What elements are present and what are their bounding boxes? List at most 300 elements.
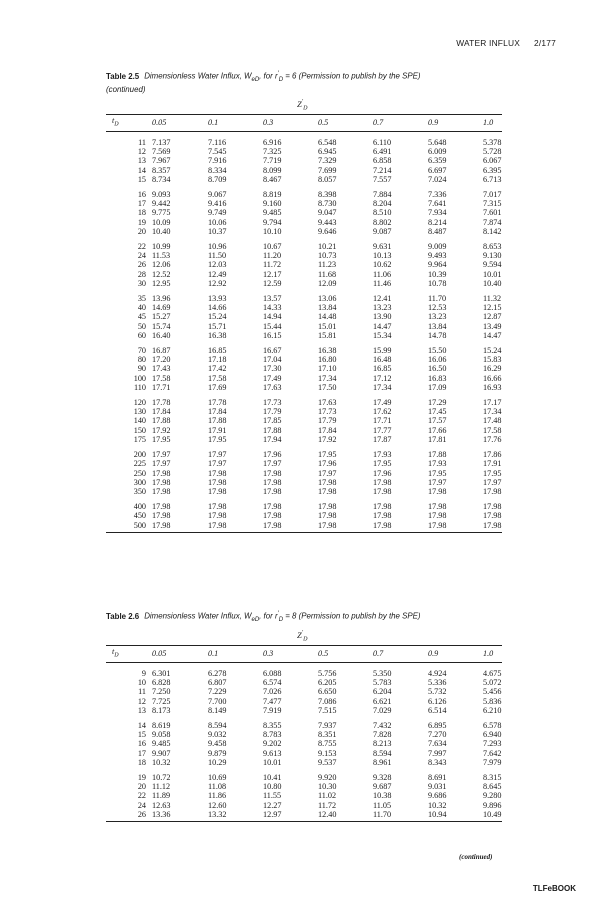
table-cell: 9.613 <box>263 748 282 758</box>
table-cell: 17.49 <box>263 373 282 383</box>
table-cell: 8.594 <box>373 748 392 758</box>
row-label: 16 <box>137 190 146 200</box>
table-cell: 17.98 <box>152 477 171 487</box>
table-row <box>106 312 502 321</box>
table-row <box>106 288 502 303</box>
header-row <box>106 646 502 663</box>
table-cell: 7.329 <box>318 156 337 166</box>
table-cell: 17.98 <box>263 521 318 533</box>
table-cell: 17.97 <box>152 459 171 469</box>
table-cell: 7.477 <box>263 696 282 706</box>
table-cell: 15.83 <box>483 355 502 365</box>
table-cell: 15.34 <box>373 330 392 340</box>
table-cell: 10.01 <box>263 757 282 767</box>
page-number: 2/177 <box>534 38 556 48</box>
t-symbol: t <box>112 647 115 657</box>
table-cell: 13.32 <box>208 810 263 822</box>
table-cell: 8.057 <box>318 174 337 184</box>
row-label: 140 <box>133 416 146 426</box>
table-cell: 17.98 <box>263 511 282 521</box>
table-cell: 8.214 <box>428 217 447 227</box>
table-cell: 17.79 <box>318 416 337 426</box>
table-row <box>106 184 502 199</box>
table-cell: 7.229 <box>208 687 227 697</box>
table-cell: 7.026 <box>263 687 282 697</box>
table-cell: 13.93 <box>208 294 227 304</box>
table-cell: 6.359 <box>428 156 447 166</box>
data-table <box>106 645 502 822</box>
table-caption <box>106 609 510 625</box>
table-cell: 12.49 <box>208 269 227 279</box>
table-cell: 5.336 <box>428 678 447 688</box>
table-cell: 6.858 <box>373 156 392 166</box>
table-cell: 7.116 <box>208 138 227 147</box>
table-row <box>106 730 502 739</box>
table-cell: 6.126 <box>428 696 447 706</box>
table-cell: 17.94 <box>263 434 282 444</box>
table-cell: 17.98 <box>152 521 208 533</box>
table-cell: 7.725 <box>152 696 171 706</box>
table-cell: 17.98 <box>373 521 428 533</box>
table-cell: 9.442 <box>152 199 171 209</box>
table-cell: 12.27 <box>263 800 282 810</box>
row-label: 40 <box>137 303 146 313</box>
table-cell: 8.510 <box>373 208 392 218</box>
table-cell: 17.98 <box>208 468 227 478</box>
table-cell: 13.49 <box>483 321 502 331</box>
table-cell: 11.46 <box>373 278 392 288</box>
row-label: 18 <box>137 757 146 767</box>
table-cell: 17.78 <box>208 398 227 408</box>
column-header <box>106 115 152 132</box>
table-cell: 7.719 <box>263 156 282 166</box>
row-label: 100 <box>133 373 146 383</box>
table-cell: 8.315 <box>483 773 502 783</box>
table-cell: 10.39 <box>428 269 447 279</box>
table-cell: 17.84 <box>318 425 337 435</box>
table-cell: 8.783 <box>263 730 282 740</box>
table-cell: 17.84 <box>208 407 227 417</box>
table-cell: 17.98 <box>208 486 227 496</box>
table-cell: 17.98 <box>318 511 337 521</box>
table-row <box>106 444 502 459</box>
table-cell: 9.485 <box>152 739 171 749</box>
table-cell: 8.142 <box>483 226 502 236</box>
table-cell: 6.205 <box>318 678 337 688</box>
table-cell: 11.23 <box>318 260 337 270</box>
table-cell: 5.732 <box>428 687 447 697</box>
table-cell: 10.32 <box>152 757 171 767</box>
table-cell: 17.62 <box>373 407 392 417</box>
table-cell: 10.67 <box>263 242 282 252</box>
table-cell: 15.71 <box>208 321 227 331</box>
table-row <box>106 749 502 758</box>
row-label: 24 <box>137 800 146 810</box>
table-cell: 8.149 <box>208 705 227 715</box>
table-cell: 7.250 <box>152 687 171 697</box>
table-row <box>106 435 502 444</box>
table-cell: 7.432 <box>373 721 392 731</box>
table-cell: 7.515 <box>318 705 337 715</box>
table-row <box>106 521 502 533</box>
table-cell: 16.80 <box>318 355 337 365</box>
table-cell: 17.91 <box>208 425 227 435</box>
column-header: 0.5 <box>318 646 373 663</box>
table-cell: 17.73 <box>318 407 337 417</box>
row-label: 22 <box>137 242 146 252</box>
table-cell: 13.36 <box>152 810 208 822</box>
table-title-part: Dimensionless Water Influx, W <box>144 611 252 621</box>
table-cell: 5.648 <box>428 138 447 147</box>
table-cell: 11.53 <box>152 251 171 261</box>
table-row <box>106 260 502 269</box>
z-prime: ′ <box>301 630 304 637</box>
table-cell: 17.97 <box>208 459 227 469</box>
table-cell: 13.06 <box>318 294 337 304</box>
table-cell: 17.20 <box>152 355 171 365</box>
row-label: 28 <box>137 269 146 279</box>
table-cell: 7.017 <box>483 190 502 200</box>
table-cell: 6.395 <box>483 165 502 175</box>
table-cell: 5.350 <box>373 669 392 678</box>
table-row <box>106 392 502 407</box>
table-cell: 17.98 <box>428 511 447 521</box>
table-cell: 17.93 <box>428 459 447 469</box>
table-cell: 12.15 <box>483 303 502 313</box>
table-cell: 17.58 <box>208 373 227 383</box>
table-cell: 17.98 <box>318 521 373 533</box>
table-cell: 10.62 <box>373 260 392 270</box>
table-cell: 7.919 <box>263 705 282 715</box>
table-cell: 7.997 <box>428 748 447 758</box>
row-label: 120 <box>133 398 146 408</box>
table-title-part: = 8 (Permission to publish by the SPE) <box>283 611 421 621</box>
table-cell: 9.087 <box>373 226 392 236</box>
table-cell: 17.09 <box>428 382 447 392</box>
row-label: 175 <box>133 434 146 444</box>
table-title-part: = 6 (Permission to publish by the SPE) <box>283 71 421 81</box>
table-cell: 8.802 <box>373 217 392 227</box>
row-label: 300 <box>133 477 146 487</box>
running-header <box>456 38 556 48</box>
column-header: 1.0 <box>483 646 502 663</box>
table-cell: 6.945 <box>318 147 337 157</box>
table-cell: 8.619 <box>152 721 171 731</box>
table-cell: 17.91 <box>483 459 502 469</box>
table-cell: 7.934 <box>428 208 447 218</box>
table-cell: 11.50 <box>208 251 227 261</box>
table-cell: 17.98 <box>428 502 447 512</box>
table-cell: 6.621 <box>373 696 392 706</box>
data-table <box>106 114 502 533</box>
table-cell: 6.713 <box>483 174 502 184</box>
table-title-part: , for r <box>259 71 278 81</box>
table-cell: 5.783 <box>373 678 392 688</box>
table-cell: 10.73 <box>318 251 337 261</box>
table-cell: 17.34 <box>373 382 392 392</box>
table-cell: 8.334 <box>208 165 227 175</box>
row-label: 24 <box>137 251 146 261</box>
running-header-title: WATER INFLUX <box>456 38 521 48</box>
table-cell: 8.355 <box>263 721 282 731</box>
row-label: 80 <box>137 355 146 365</box>
row-label: 200 <box>133 450 146 460</box>
row-label: 13 <box>137 156 146 166</box>
table-cell: 16.67 <box>263 346 282 356</box>
table-row <box>106 487 502 496</box>
table-cell: 11.72 <box>263 260 282 270</box>
table-cell: 17.85 <box>263 416 282 426</box>
table-cell: 17.96 <box>318 459 337 469</box>
table-row <box>106 810 502 822</box>
table-cell: 17.97 <box>152 450 171 460</box>
table-cell: 8.961 <box>373 757 392 767</box>
table-cell: 12.53 <box>428 303 447 313</box>
table-cell: 15.44 <box>263 321 282 331</box>
row-label: 26 <box>137 260 146 270</box>
table-cell: 10.69 <box>208 773 227 783</box>
table-cell: 8.357 <box>152 165 171 175</box>
table-cell: 17.98 <box>208 477 227 487</box>
table-cell: 17.81 <box>428 434 447 444</box>
table-row <box>106 511 502 520</box>
table-cell: 17.71 <box>152 382 171 392</box>
table-cell: 11.02 <box>318 791 337 801</box>
table-cell: 11.32 <box>483 294 502 304</box>
table-cell: 9.058 <box>152 730 171 740</box>
table-cell: 15.27 <box>152 312 171 322</box>
table-title-sup: ′ <box>277 611 279 617</box>
table-cell: 9.687 <box>373 782 392 792</box>
table-cell: 6.548 <box>318 138 337 147</box>
table-cell: 17.98 <box>263 477 282 487</box>
column-header: 0.9 <box>428 646 483 663</box>
table-cell: 17.98 <box>208 521 263 533</box>
table-cell: 7.700 <box>208 696 227 706</box>
table-cell: 17.97 <box>428 477 447 487</box>
table-cell: 11.55 <box>263 791 282 801</box>
table-cell: 11.70 <box>428 294 447 304</box>
table-cell: 13.84 <box>428 321 447 331</box>
table-cell: 9.537 <box>318 757 337 767</box>
table-cell: 5.756 <box>318 669 337 678</box>
table-row <box>106 426 502 435</box>
table-cell: 11.89 <box>152 791 171 801</box>
table-cell: 6.009 <box>428 147 447 157</box>
table-row <box>106 166 502 175</box>
table-cell: 8.730 <box>318 199 337 209</box>
table-cell: 9.009 <box>428 242 447 252</box>
table-cell: 17.30 <box>263 364 282 374</box>
table-cell: 9.032 <box>208 730 227 740</box>
row-label: 90 <box>137 364 146 374</box>
table-row <box>106 156 502 165</box>
table-cell: 10.96 <box>208 242 227 252</box>
table-cell: 9.093 <box>152 190 171 200</box>
table-cell: 9.031 <box>428 782 447 792</box>
table-cell: 17.04 <box>263 355 282 365</box>
row-label: 35 <box>137 294 146 304</box>
table-cell: 9.160 <box>263 199 282 209</box>
table-cell: 17.98 <box>373 502 392 512</box>
table-cell: 7.699 <box>318 165 337 175</box>
z-subscript: D <box>303 636 308 643</box>
table-cell: 12.87 <box>483 312 502 322</box>
table-cell: 8.691 <box>428 773 447 783</box>
table-cell: 10.40 <box>483 278 502 288</box>
table-cell: 11.72 <box>318 800 337 810</box>
table-cell: 6.650 <box>318 687 337 697</box>
table-cell: 17.88 <box>208 416 227 426</box>
table-cell: 17.78 <box>152 398 171 408</box>
table-row <box>106 147 502 156</box>
table-cell: 17.17 <box>483 398 502 408</box>
table-cell: 16.85 <box>373 364 392 374</box>
table-cell: 17.42 <box>208 364 227 374</box>
table-cell: 9.202 <box>263 739 282 749</box>
table-row <box>106 364 502 373</box>
table-cell: 17.88 <box>263 425 282 435</box>
column-header <box>106 646 152 663</box>
table-cell: 6.514 <box>428 705 447 715</box>
table-cell: 17.98 <box>373 477 392 487</box>
table-cell: 12.60 <box>208 800 227 810</box>
table-cell: 17.34 <box>318 373 337 383</box>
table-cell: 7.642 <box>483 748 502 758</box>
table-cell: 17.98 <box>263 468 282 478</box>
row-label: 11 <box>138 138 146 147</box>
row-label: 14 <box>137 721 146 731</box>
table-cell: 10.10 <box>263 226 282 236</box>
row-label: 60 <box>137 330 146 340</box>
table-caption <box>106 69 510 95</box>
column-header: 0.05 <box>152 646 208 663</box>
table-cell: 8.487 <box>428 226 447 236</box>
table-cell: 17.84 <box>152 407 171 417</box>
table-cell: 13.96 <box>152 294 171 304</box>
z-prime: ′ <box>301 99 304 106</box>
column-header: 0.05 <box>152 115 208 132</box>
table-cell: 11.05 <box>373 800 392 810</box>
table-cell: 16.66 <box>483 373 502 383</box>
table-cell: 7.545 <box>208 147 227 157</box>
table-cell: 16.85 <box>208 346 227 356</box>
table-cell: 9.594 <box>483 260 502 270</box>
table-cell: 17.48 <box>483 416 502 426</box>
table-cell: 7.270 <box>428 730 447 740</box>
table-cell: 17.45 <box>428 407 447 417</box>
table-cell: 10.41 <box>263 773 282 783</box>
footer-watermark: TLFeBOOK <box>532 884 576 893</box>
table-cell: 17.97 <box>263 459 282 469</box>
table-cell: 16.29 <box>483 364 502 374</box>
table-cell: 9.458 <box>208 739 227 749</box>
table-cell: 16.50 <box>428 364 447 374</box>
row-label: 450 <box>133 511 146 521</box>
table-cell: 9.646 <box>318 226 337 236</box>
table-cell: 5.728 <box>483 147 502 157</box>
table-cell: 11.06 <box>373 269 392 279</box>
table-cell: 9.775 <box>152 208 171 218</box>
table-cell: 15.74 <box>152 321 171 331</box>
row-label: 13 <box>137 705 146 715</box>
table-cell: 12.52 <box>152 269 171 279</box>
row-label: 22 <box>137 791 146 801</box>
t-symbol: t <box>112 116 115 126</box>
table-cell: 12.09 <box>318 278 337 288</box>
table-cell: 7.557 <box>373 174 392 184</box>
table-cell: 17.98 <box>483 486 502 496</box>
table-cell: 17.87 <box>373 434 392 444</box>
row-label: 9 <box>141 669 146 678</box>
table-row <box>106 739 502 748</box>
table-cell: 16.15 <box>263 330 282 340</box>
table-cell: 17.98 <box>208 511 227 521</box>
row-label: 12 <box>137 696 146 706</box>
table-row <box>106 175 502 184</box>
table-cell: 17.98 <box>208 502 227 512</box>
table-cell: 4.675 <box>483 669 502 678</box>
column-header: 0.1 <box>208 646 263 663</box>
table-row <box>106 469 502 478</box>
table-cell: 17.98 <box>428 521 483 533</box>
table-title-sub: D <box>278 77 284 84</box>
table-cell: 13.57 <box>263 294 282 304</box>
table-cell: 11.12 <box>152 782 171 792</box>
table-row <box>106 303 502 312</box>
z-symbol: Z <box>297 99 302 109</box>
table-cell: 15.01 <box>318 321 337 331</box>
table-cell: 17.98 <box>152 468 171 478</box>
table-cell: 9.280 <box>483 791 502 801</box>
table-row <box>106 199 502 208</box>
table-cell: 8.351 <box>318 730 337 740</box>
table-cell: 14.69 <box>152 303 171 313</box>
table-cell: 11.70 <box>373 810 428 822</box>
table-cell: 5.836 <box>483 696 502 706</box>
table-cell: 17.98 <box>152 511 171 521</box>
table-cell: 6.110 <box>373 138 392 147</box>
table-cell: 17.49 <box>373 398 392 408</box>
table-cell: 15.99 <box>373 346 392 356</box>
table-cell: 13.23 <box>428 312 447 322</box>
table-cell: 9.153 <box>318 748 337 758</box>
row-label: 20 <box>137 782 146 792</box>
column-header: 1.0 <box>483 115 502 132</box>
row-label: 15 <box>137 174 146 184</box>
table-cell: 6.940 <box>483 730 502 740</box>
table-cell: 9.416 <box>208 199 227 209</box>
table-cell: 10.49 <box>483 810 502 822</box>
table-cell: 17.63 <box>263 382 282 392</box>
table-cell: 17.95 <box>483 468 502 478</box>
table-cell: 9.047 <box>318 208 337 218</box>
table-cell: 10.30 <box>318 782 337 792</box>
row-label: 11 <box>138 687 146 697</box>
table-cell: 16.38 <box>208 330 227 340</box>
table-cell: 7.086 <box>318 696 337 706</box>
table-cell: 16.93 <box>483 382 502 392</box>
table-title-part: , for r <box>259 611 278 621</box>
table-cell: 9.794 <box>263 217 282 227</box>
table-cell: 14.94 <box>263 312 282 322</box>
table-row <box>106 355 502 364</box>
table-cell: 17.58 <box>483 425 502 435</box>
table-cell: 17.98 <box>263 486 282 496</box>
table-row <box>106 407 502 416</box>
table-cell: 7.884 <box>373 190 392 200</box>
table-cell: 17.73 <box>263 398 282 408</box>
